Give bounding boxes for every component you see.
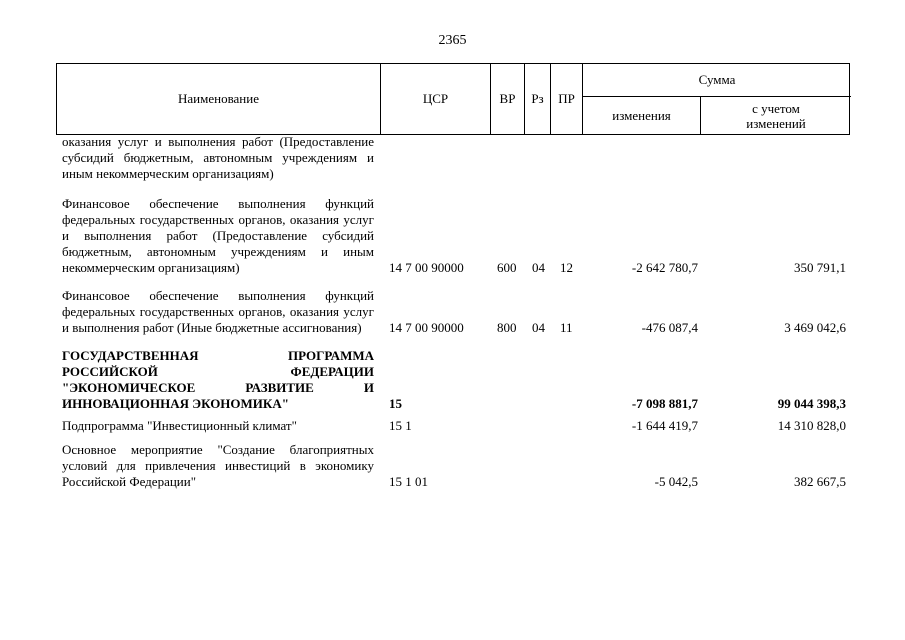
row-name: Финансовое обеспечение выполнения функций федеральных государственных органов, оказания услуг и выполнения работ (Иные бюджетные ассигнования) bbox=[62, 288, 374, 335]
table-header bbox=[56, 63, 850, 135]
row-rz: 04 bbox=[532, 320, 545, 335]
header-name: Наименование bbox=[57, 64, 381, 134]
row-name: Финансовое обеспечение выполнения функций федеральных государственных органов, оказания услуг и выполнения работ (Предоставление субсидий бюджетным, автономным учреждениям и иным некоммерческим организациям) bbox=[62, 196, 374, 275]
row-csr: 15 1 bbox=[389, 418, 412, 433]
row-rz: 04 bbox=[532, 260, 545, 275]
table-row bbox=[56, 196, 850, 276]
table-row bbox=[56, 442, 850, 490]
header-sum-total: с учетом изменений bbox=[746, 100, 806, 131]
row-pr: 12 bbox=[560, 260, 573, 275]
table-row bbox=[56, 348, 850, 412]
row-pr: 11 bbox=[560, 320, 573, 335]
row-total: 350 791,1 bbox=[794, 260, 846, 275]
header-sum-change: изменения bbox=[583, 97, 701, 134]
row-total: 14 310 828,0 bbox=[777, 418, 846, 433]
row-name: ГОСУДАРСТВЕННАЯ ПРОГРАММА РОССИЙСКОЙ ФЕДЕРАЦИИ "ЭКОНОМИЧЕСКОЕ РАЗВИТИЕ И ИННОВАЦИОННАЯ ЭКОНОМИКА" bbox=[62, 348, 374, 411]
header-csr: ЦСР bbox=[381, 64, 491, 134]
row-name: Подпрограмма "Инвестиционный климат" bbox=[62, 418, 297, 433]
table-body bbox=[56, 134, 850, 490]
row-change: -7 098 881,7 bbox=[631, 396, 698, 411]
page-number: 2365 bbox=[438, 33, 467, 48]
row-vr: 800 bbox=[497, 320, 517, 335]
row-change: -5 042,5 bbox=[654, 474, 698, 489]
row-csr: 14 7 00 90000 bbox=[389, 320, 464, 335]
row-change: -2 642 780,7 bbox=[631, 260, 698, 275]
row-csr: 15 bbox=[389, 396, 402, 411]
header-vr: ВР bbox=[491, 64, 525, 134]
header-rz: Рз bbox=[525, 64, 551, 134]
row-csr: 15 1 01 bbox=[389, 474, 428, 489]
row-total: 99 044 398,3 bbox=[777, 396, 846, 411]
row-change: -1 644 419,7 bbox=[631, 418, 698, 433]
row-change: -476 087,4 bbox=[641, 320, 698, 335]
header-pr: ПР bbox=[551, 64, 583, 134]
table-row bbox=[56, 134, 850, 182]
row-vr: 600 bbox=[497, 260, 517, 275]
row-total: 3 469 042,6 bbox=[784, 320, 846, 335]
row-total: 382 667,5 bbox=[794, 474, 846, 489]
table-row bbox=[56, 288, 850, 336]
row-csr: 14 7 00 90000 bbox=[389, 260, 464, 275]
header-sum: Сумма bbox=[583, 64, 851, 97]
row-name: Основное мероприятие "Создание благоприятных условий для привлечения инвестиций в экономику Российской Федерации" bbox=[62, 442, 374, 489]
row-name: оказания услуг и выполнения работ (Предоставление субсидий бюджетным, автономным учреждениям и иным некоммерческим организациям) bbox=[62, 134, 374, 181]
table-row bbox=[56, 418, 850, 434]
header-sum-group bbox=[583, 64, 851, 134]
